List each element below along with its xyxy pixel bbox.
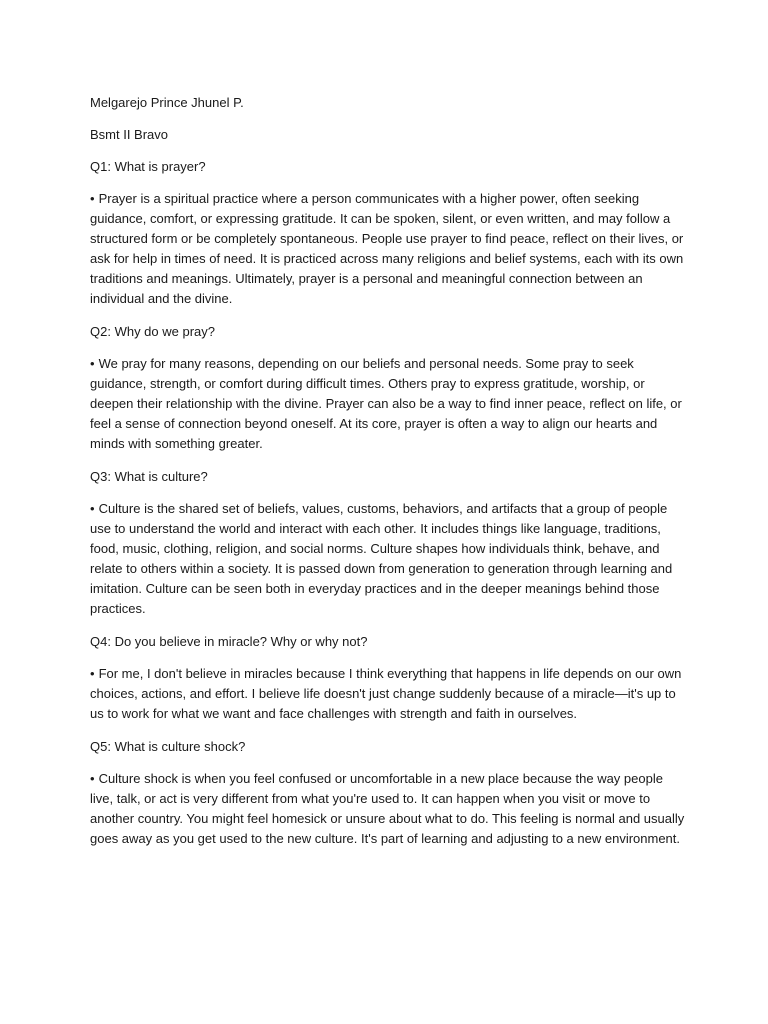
question-4: Q4: Do you believe in miracle? Why or why not? (90, 634, 368, 649)
bullet-icon: • (90, 771, 95, 786)
answer-text: We pray for many reasons, depending on our beliefs and personal needs. Some pray to seek guidance, strength, or comfort during difficult times. Others pray to express gratitude, worship, or deepen their relationship with the divine. Prayer can also be a way to find inner peace, reflect on life, or feel a sense of connection beyond oneself. At its core, prayer is often a way to align our hearts and minds with something greater. (90, 356, 682, 451)
answer-text: Culture shock is when you feel confused or uncomfortable in a new place because the way people live, talk, or act is very different from what you're used to. It can happen when you visit or move to another country. You might feel homesick or unsure about what to do. This feeling is normal and usually goes away as you get used to the new culture. It's part of learning and adjusting to a new environment. (90, 771, 685, 846)
answer-text: For me, I don't believe in miracles because I think everything that happens in life depends on our own choices, actions, and effort. I believe life doesn't just change suddenly because of a miracle—it's up to us to work for what we want and face challenges with strength and faith in ourselves. (90, 666, 682, 721)
answer-1 (90, 189, 688, 309)
answer-text: Prayer is a spiritual practice where a person communicates with a higher power, often seeking guidance, comfort, or expressing gratitude. It can be spoken, silent, or even written, and may follow a structured form or be completely spontaneous. People use prayer to find peace, reflect on their lives, or ask for help in times of need. It is practiced across many religions and belief systems, each with its own traditions and meanings. Ultimately, prayer is a personal and meaningful connection between an individual and the divine. (90, 191, 684, 306)
bullet-icon: • (90, 356, 95, 371)
qa-item (90, 737, 688, 849)
question-3: Q3: What is culture? (90, 469, 208, 484)
qa-item (90, 322, 688, 454)
answer-5 (90, 769, 688, 849)
answer-text: Culture is the shared set of beliefs, values, customs, behaviors, and artifacts that a group of people use to understand the world and interact with each other. It includes things like language, traditions, food, music, clothing, religion, and social norms. Culture shapes how individuals think, behave, and relate to others within a society. It is passed down from generation to generation through learning and imitation. Culture can be seen both in everyday practices and in the deeper meanings behind those practices. (90, 501, 673, 616)
bullet-icon: • (90, 501, 95, 516)
bullet-icon: • (90, 666, 95, 681)
answer-2 (90, 354, 688, 454)
answer-3 (90, 499, 688, 619)
question-2: Q2: Why do we pray? (90, 324, 215, 339)
question-5: Q5: What is culture shock? (90, 739, 246, 754)
question-1: Q1: What is prayer? (90, 159, 206, 174)
author-name: Melgarejo Prince Jhunel P. (90, 95, 244, 110)
answer-4 (90, 664, 688, 724)
qa-item (90, 467, 688, 619)
bullet-icon: • (90, 191, 95, 206)
qa-item (90, 157, 688, 309)
class-section: Bsmt II Bravo (90, 127, 169, 142)
qa-item (90, 632, 688, 724)
